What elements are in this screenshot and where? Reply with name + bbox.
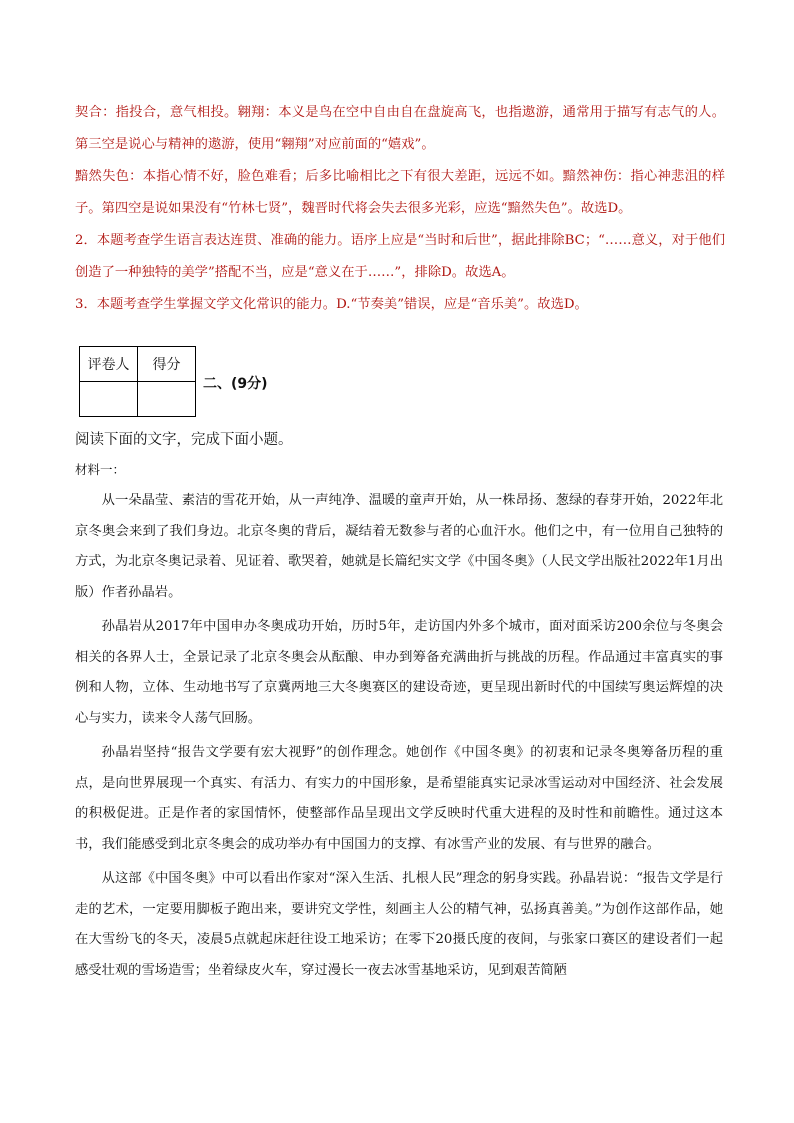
article-paragraph: 孙晶岩从2017年中国申办冬奥成功开始，历时5年，走访国内外多个城市，面对面采访200余位与冬奥会相关的各界人士，全景记录了北京冬奥会从酝酿、申办到筹备充满曲折与挑战的历程。作品通过丰富真实的事例和人物，立体、生动地书写了京冀两地三大冬奥赛区的建设奇迹，更呈现出新时代的中国续写奥运辉煌的决心与实力，读来令人荡气回肠。 — [75, 619, 723, 726]
article-paragraph: 从一朵晶莹、素洁的雪花开始，从一声纯净、温暖的童声开始，从一株昂扬、葱绿的春芽开始，2022年北京冬奥会来到了我们身边。北京冬奥的背后，凝结着无数参与者的心血汗水。他们之中，有一位用自己独特的方式，为北京冬奥记录着、见证着、歌哭着，她就是长篇纪实文学《中国冬奥》（人民文学出版社2022年1月出版）作者孙晶岩。 — [75, 493, 723, 600]
score-header: 得分 — [138, 347, 196, 382]
answer-paragraph: 契合：指投合，意气相投。翱翔：本义是鸟在空中自由自在盘旋高飞，也指遨游，通常用于描写有志气的人。第三空是说心与精神的遨游，使用“翱翔”对应前面的“嬉戏”。 — [75, 105, 725, 152]
section-title: 二、(9分) — [203, 376, 268, 392]
answer-paragraph: 3．本题考查学生掌握文学文化常识的能力。D.“节奏美”错误，应是“音乐美”。故选D。 — [75, 297, 588, 312]
score-table-area — [79, 346, 196, 417]
answer-paragraph: 黯然失色：本指心情不好，脸色难看；后多比喻相比之下有很大差距，远远不如。黯然神伤：指心神悲沮的样子。第四空是说如果没有“竹林七贤”，魏晋时代将会失去很多光彩，应选“黯然失色”。故选D。 — [75, 169, 725, 216]
article-paragraph: 从这部《中国冬奥》中可以看出作家对“深入生活、扎根人民”理念的躬身实践。孙晶岩说：“报告文学是行走的艺术，一定要用脚板子跑出来，要讲究文学性，刻画主人公的精气神，弘扬真善美。”为创作这部作品，她在大雪纷飞的冬天，凌晨5点就起床赶往设工地采访；在零下20摄氏度的夜间，与张家口赛区的建设者们一起感受壮观的雪场造雪；坐着绿皮火车，穿过漫长一夜去冰雪基地采访，见到艰苦简陋 — [75, 871, 723, 978]
article-body — [75, 486, 723, 990]
reading-instruction: 阅读下面的文字，完成下面小题。 — [75, 432, 293, 448]
article-paragraph: 孙晶岩坚持“报告文学要有宏大视野”的创作理念。她创作《中国冬奥》的初衷和记录冬奥筹备历程的重点，是向世界展现一个真实、有活力、有实力的中国形象，是希望能真实记录冰雪运动对中国经济、社会发展的积极促进。正是作者的家国情怀，使整部作品呈现出文学反映时代重大进程的及时性和前瞻性。通过这本书，我们能感受到北京冬奥会的成功举办有中国国力的支撑、有冰雪产业的发展、有与世界的融合。 — [75, 745, 723, 852]
grader-cell — [80, 382, 138, 417]
answer-explanations — [75, 97, 725, 321]
grader-header: 评卷人 — [80, 347, 138, 382]
score-cell — [138, 382, 196, 417]
answer-paragraph: 2．本题考查学生语言表达连贯、准确的能力。语序上应是“当时和后世”，据此排除BC；“……意义，对于他们创造了一种独特的美学”搭配不当，应是“意义在于……”，排除D。故选A。 — [75, 233, 725, 280]
material-label: 材料一： — [75, 462, 126, 477]
score-table — [79, 346, 196, 417]
